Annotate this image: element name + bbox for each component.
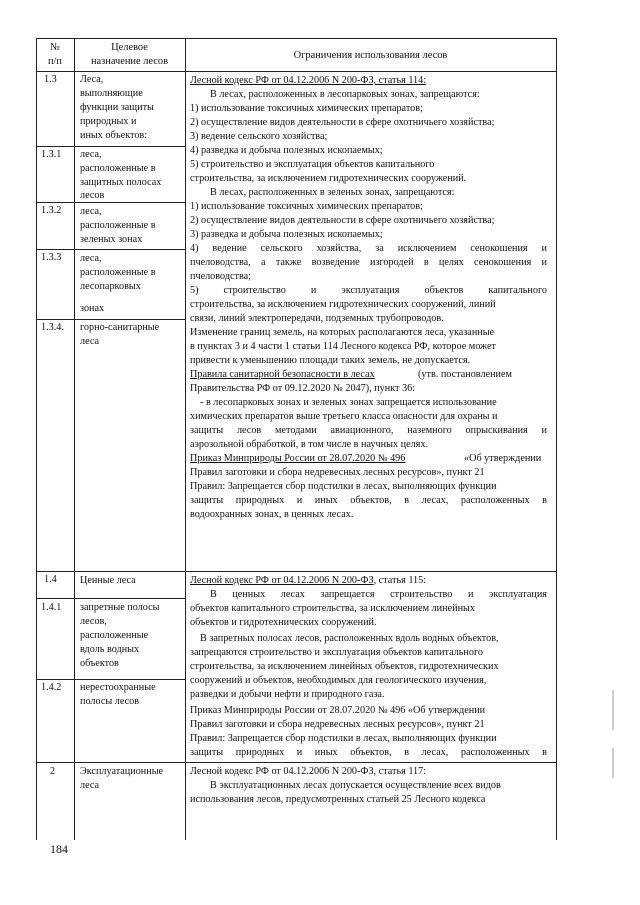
law-reference: Лесной кодекс РФ от 04.12.2006 N 200-ФЗ, статья 117: [190,766,427,777]
row-number-2: 2 [50,766,56,777]
law-reference: Лесной кодекс РФ от 04.12.2006 N 200-ФЗ [190,575,374,586]
scan-artifact [612,748,614,778]
law-reference: Лесной кодекс РФ от 04.12.2006 N 200-ФЗ, статья 114: [190,75,427,86]
row-number-1-3: 1.3 [44,74,57,85]
header-purpose-sublabel: назначение лесов [91,56,168,67]
header-restrictions-label: Ограничения использования лесов [293,50,448,61]
row-number-1-4: 1.4 [44,574,57,585]
row-number-1-3-3: 1.3.3 [41,252,62,263]
row-number-1-3-1: 1.3.1 [41,149,62,160]
scan-artifact [612,690,614,730]
row-number-1-3-2: 1.3.2 [41,205,62,216]
order-reference: Приказ Минприроды России от 28.07.2020 № 496 [190,453,406,464]
header-purpose-label: Целевое [111,42,148,53]
rules-reference: Правила санитарной безопасности в лесах [190,369,375,380]
header-number-label: № [50,42,60,53]
page-number: 184 [50,842,68,856]
header-number-sublabel: п/п [47,56,62,67]
row-number-1-4-1: 1.4.1 [41,602,62,613]
row-number-1-4-2: 1.4.2 [41,682,62,693]
row-number-1-3-4: 1.3.4. [41,322,64,333]
